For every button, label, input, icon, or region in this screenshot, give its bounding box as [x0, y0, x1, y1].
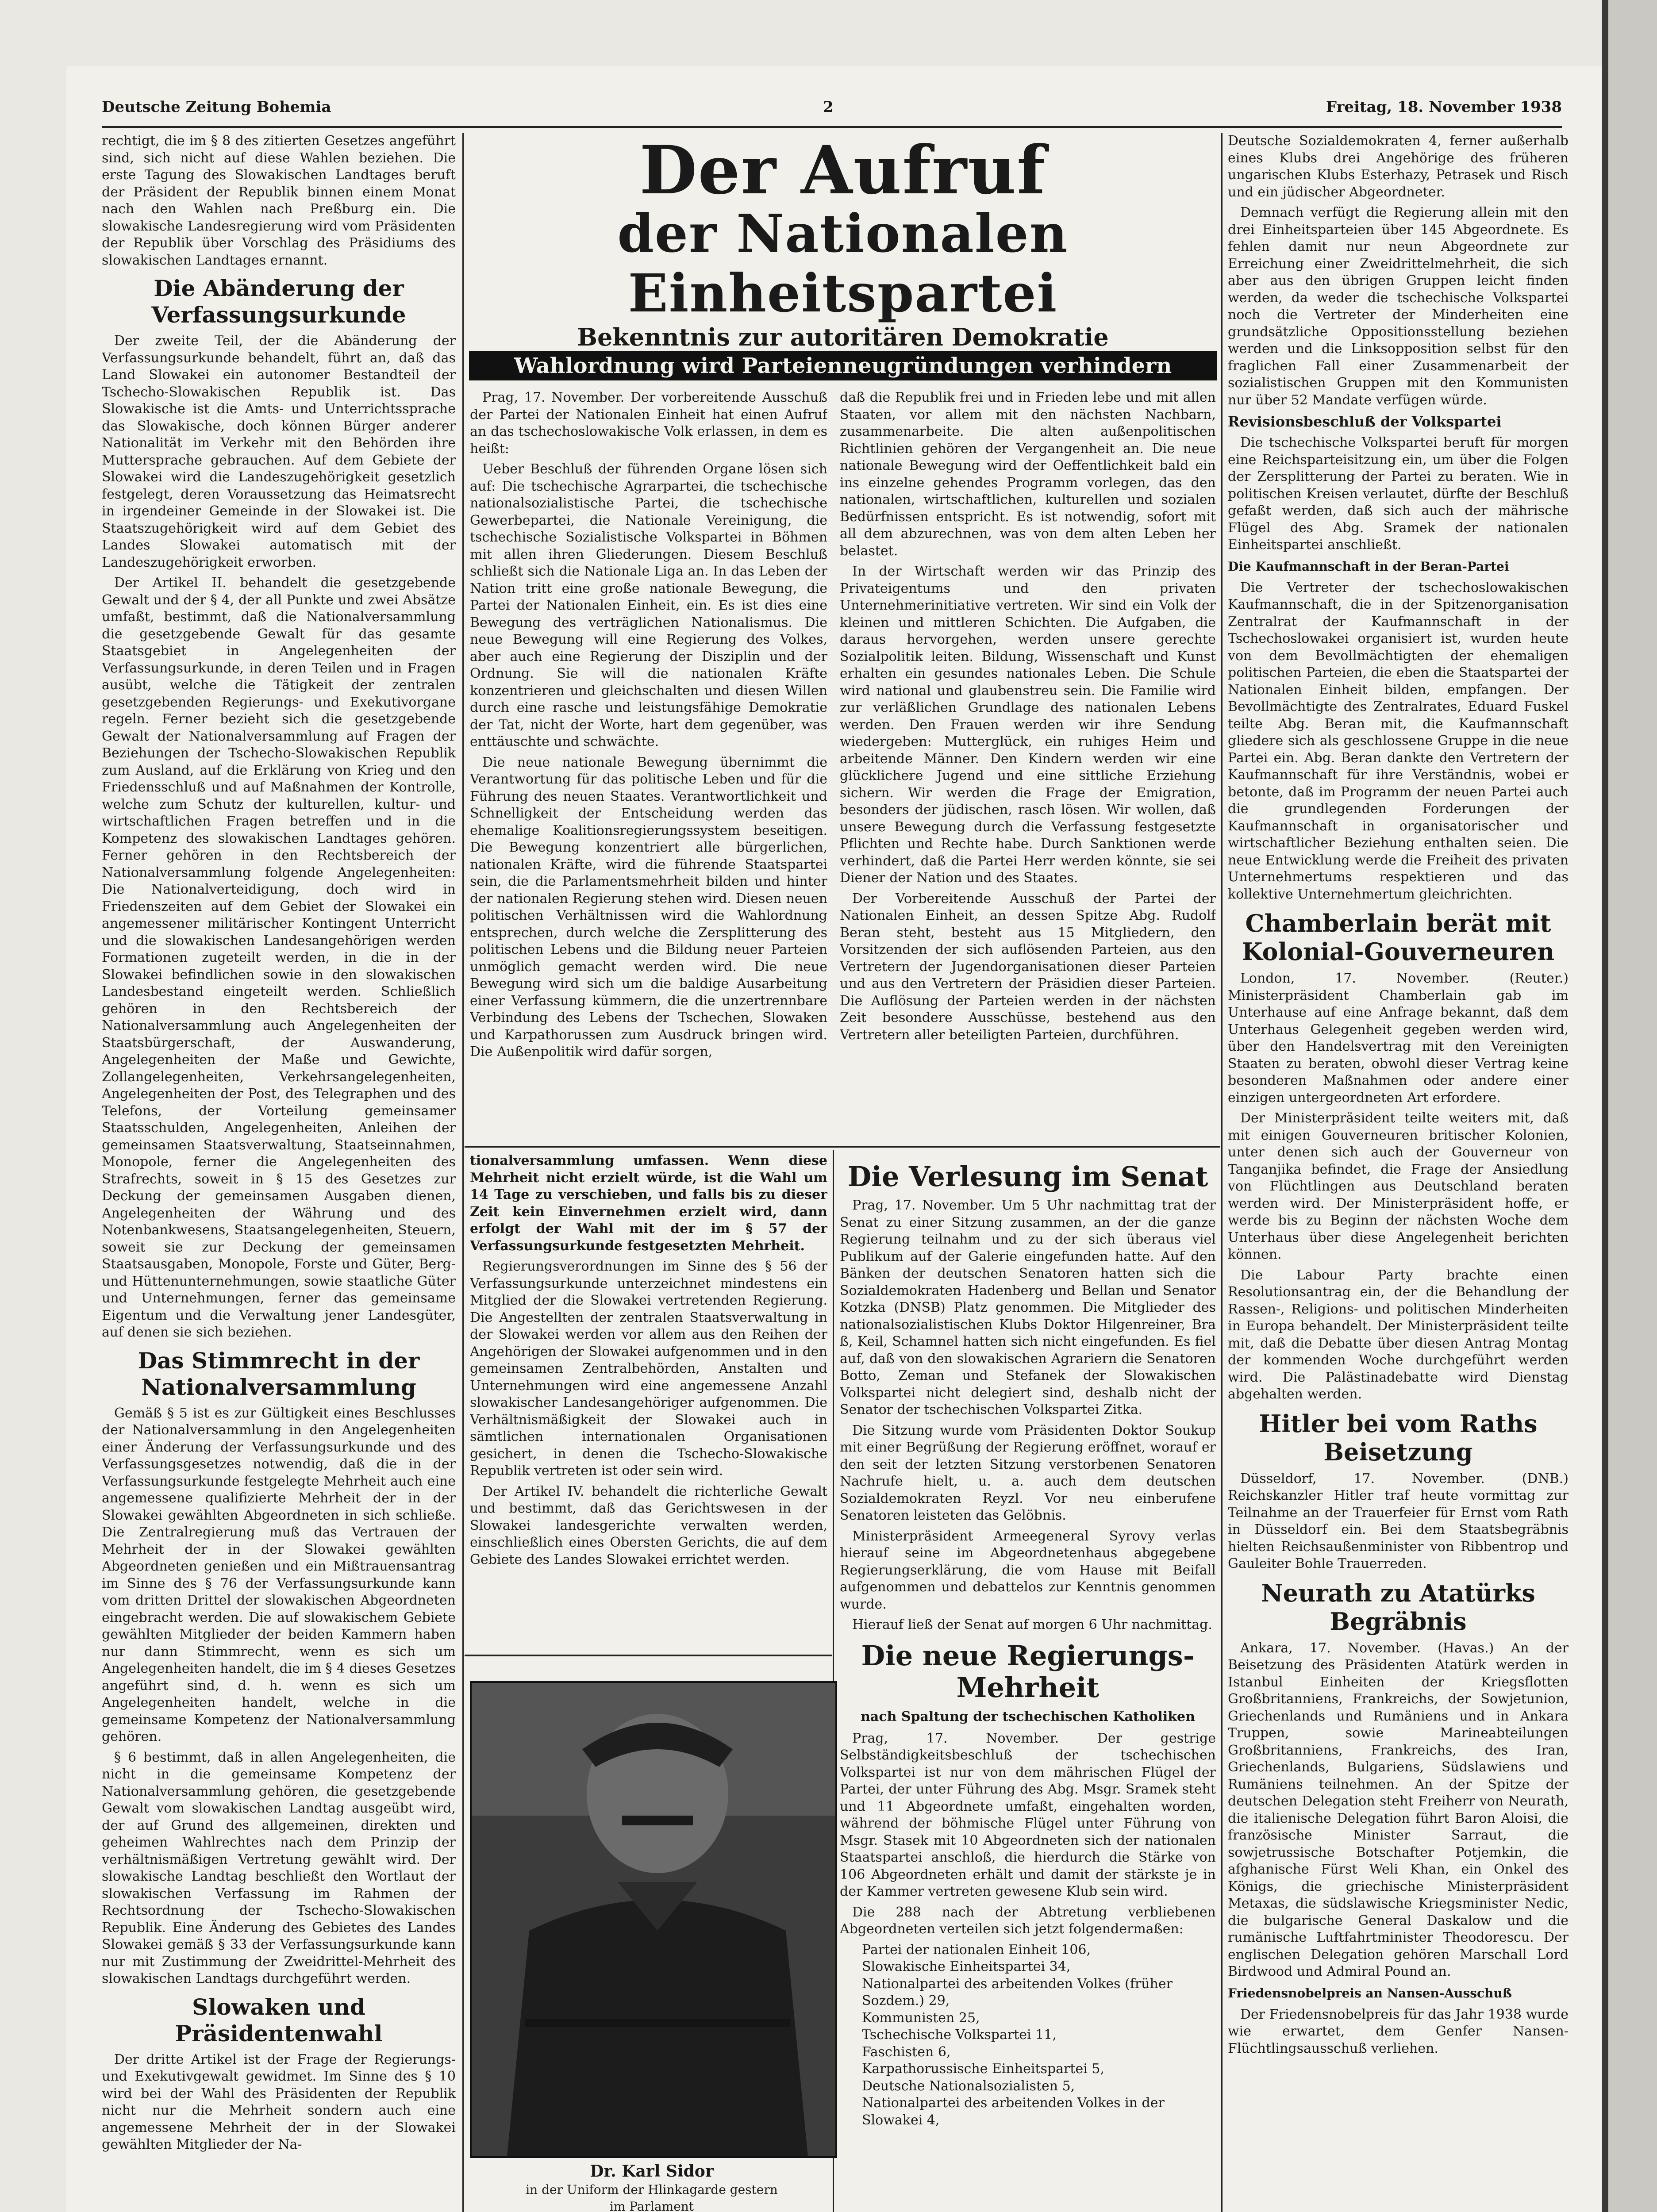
- header-masthead: Deutsche Zeitung Bohemia: [102, 98, 331, 116]
- portrait-image: [472, 1683, 835, 2156]
- article-text: Der Artikel IV. behandelt die richterliche Gewalt und bestimmt, daß das Gerichtswesen in der Slowakei landesgerichte verwalten werden, einschließlich eines Obersten Gerichts, die auf dem Gebiete des Landes Slowakei errichtet werden.: [470, 1483, 827, 1567]
- article-text: Die Labour Party brachte einen Resolutionsantrag ein, der die Behandlung der Rassen-, Religions- und politischen Minderheiten in Europa behandelt. Der Ministerpräsident teilte mit, daß die Debatte über diesen Antrag Montag der kommenden Woche durchgeführt werden wird. Die Palästinadebatte wird Dienstag abgehalten werden.: [1228, 1267, 1569, 1402]
- photo-caption: [470, 2161, 834, 2212]
- list-item: Kommunisten 25,: [862, 2010, 980, 2026]
- party-list: [840, 1942, 1216, 2129]
- article-text: Deutsche Sozialdemokraten 4, ferner außerhalb eines Klubs drei Angehörige des früheren ungarischen Klubs Esterhazy, Petrasek und Risch und ein jüdischer Abgeordneter.: [1228, 133, 1569, 200]
- headline: Hitler bei vom Raths Beisetzung: [1259, 1409, 1538, 1466]
- header-rule: [102, 126, 1562, 128]
- article-text: In der Wirtschaft werden wir das Prinzip des Privateigentums und den privaten Unternehmerinitiative vertreten. Wir sind ein Volk der kleinen und mittleren Schichten. Die Aufgaben, die daraus hervorgehen, werden unsere gerechte Sozialpolitik leiten. Bildung, Wissenschaft und Kunst erhalten ein gesundes nationales Leben. Die Schule wird national und glaubenstreu sein. Die Familie wird zur verläßlichen Grundlage des nationalen Lebens werden. Den Frauen werden wir ihre Sendung wiedergeben: Mutterglück, ein ruhiges Heim und arbeitende Männer. Den Kindern werden wir eine glücklichere Jugend und eine sittliche Erziehung sichern. Wir werden die Frage der Emigration, besonders der jüdischen, rasch lösen. Wir wollen, daß unsere Bewegung durch die Verfassung festgesetzte Pflichten und Rechte habe. Durch Sanktionen werde verhindert, daß die Partei Herr werden könnte, sie sei Diener der Nation und des Staates.: [840, 564, 1216, 886]
- main-headline-block: [469, 137, 1217, 385]
- article-text: Der dritte Artikel ist der Frage der Regierungs- und Exekutivgewalt gewidmet. Im Sinne des § 10 wird bei der Wahl des Präsidenten der Republik nicht nur die Mehrheit sondern auch eine angemessene Mehrheit der in der Slowakei gewählten Mitglieder der Na-: [102, 2051, 456, 2152]
- article-text: Düsseldorf, 17. November. (DNB.) Reichskanzler Hitler traf heute vormittag zur Teilnahme an der Trauerfeier für Ernst vom Rath in Düsseldorf ein. Bei dem Staatsbegräbnis hielten Reichsaußenminister von Ribbentrop und Gauleiter Bohle Trauerreden.: [1228, 1471, 1569, 1571]
- headline: Friedensnobelpreis an Nansen-Ausschuß: [1228, 1985, 1512, 2001]
- headline: Revisionsbeschluß der Volkspartei: [1228, 413, 1502, 430]
- column-3-lower: [840, 1155, 1216, 2212]
- article-text: Prag, 17. November. Der vorbereitende Ausschuß der Partei der Nationalen Einheit hat einen Aufruf an das tschechoslowakische Volk erlassen, in dem es heißt:: [470, 390, 827, 457]
- article-text: Ministerpräsident Armeegeneral Syrovy verlas hierauf seine im Abgeordnetenhaus abgegebene Regierungserklärung, die vom Hause mit Beifall aufgenommen und debattelos zur Kenntnis genommen wurde.: [840, 1528, 1216, 1612]
- column-rule: [462, 133, 464, 2212]
- article-text: rechtigt, die im § 8 des zitierten Gesetzes angeführt sind, sich nicht auf diese Wahlen beziehen. Die erste Tagung des Slowakischen Landtages beruft der Präsident der Republik binnen einem Monat nach den Wahlen nach Preßburg ein. Die slowakische Landesregierung wird vom Präsidenten der Republik über Vorschlag des Präsidiums des slowakischen Landtages ernannt.: [102, 133, 456, 268]
- page-number: 2: [823, 98, 834, 116]
- article-text: London, 17. November. (Reuter.) Ministerpräsident Chamberlain gab im Unterhause auf eine Anfrage bekannt, daß dem Unterhaus Gelegenheit gegeben werden wird, über den Handelsvertrag mit den Vereinigten Staaten zu beraten, obwohl dieser Vertrag keine besonderen Maßnahmen oder andere einer einzigen untergeordneten Art erfordere.: [1228, 971, 1569, 1106]
- page-edge-dark: [1602, 0, 1608, 2212]
- headline: Das Stimmrecht in der Nationalversammlung: [138, 1347, 420, 1400]
- header-date: Freitag, 18. November 1938: [1326, 98, 1562, 116]
- list-item: Deutsche Nationalsozialisten 5,: [862, 2078, 1075, 2094]
- article-text: Demnach verfügt die Regierung allein mit den drei Einheitsparteien über 145 Abgeordnete. Es fehlen damit nur neun Abgeordnete zur Erreichung einer Zweidrittelmehrheit, die sich aber aus den übrigen Gruppen leicht finden werden, da weder die tschechische Volkspartei noch die Vertreter der Minderheiten eine grundsätzliche Oppositionsstellung beziehen werden und die Linksopposition selbst für den fraglichen Fall einer Zusammenarbeit der sozialistischen Gruppen mit den Kommunisten nur über 52 Mandate verfügen würde.: [1228, 205, 1569, 408]
- article-text: daß die Republik frei und in Frieden lebe und mit allen Staaten, vor allem mit den nächsten Nachbarn, zusammenarbeite. Die alten außenpolitischen Richtlinien gehören der Vergangenheit an. Die neue nationale Bewegung wird der Oeffentlichkeit bald ein ins einzelne gehendes Programm vorlegen, das den nationalen, wirtschaftlichen, kulturellen und sozialen Bedürfnissen entspricht. Es ist notwendig, sofort mit all dem abzurechnen, was von dem alten Leben her belastet.: [840, 390, 1216, 559]
- article-text: tionalversammlung umfassen. Wenn diese Mehrheit nicht erzielt würde, ist die Wahl um 14 Tage zu verschieben, und falls bis zu dieser Zeit kein Einvernehmen erzielt wird, dann erfolgt der Wahl mit der im § 57 der Verfassungsurkunde festgesetzten Mehrheit.: [470, 1153, 827, 1254]
- caption-line: im Parlament: [609, 2199, 694, 2212]
- newspaper-page: [66, 66, 1602, 2212]
- article-text: Prag, 17. November. Der gestrige Selbständigkeitsbeschluß der tschechischen Volkspartei ist nur von dem mährischen Flügel der Partei, der unter Führung des Abg. Msgr. Sramek steht und 11 Abgeordnete umfaßt, eingehalten worden, während der böhmische Flügel unter Führung von Msgr. Stasek mit 10 Abgeordneten sich der nationalen Staatspartei anschloß, die hierdurch die Stärke von 106 Abgeordneten erhält und damit der stärkste je in der Kammer vertreten gewesene Klub sein wird.: [840, 1730, 1216, 1899]
- list-item: Slowakische Einheitspartei 34,: [862, 1959, 1071, 1974]
- article-text: Die 288 nach der Abtretung verbliebenen Abgeordneten verteilen sich jetzt folgendermaßen:: [840, 1904, 1216, 1937]
- column-2-lower: [470, 1152, 827, 1650]
- list-item: Tschechische Volkspartei 11,: [862, 2027, 1057, 2043]
- headline: Neurath zu Atatürks Begräbnis: [1261, 1578, 1535, 1636]
- headline: Die Abänderung der Verfassungsurkunde: [151, 275, 406, 328]
- article-text: Die tschechische Volkspartei beruft für morgen eine Reichsparteisitzung ein, um über die Folgen der Zersplitterung der Partei zu beraten. Wie in politischen Kreisen verlautet, dürfte der Beschluß gefaßt werden, daß sich auch der mährische Flügel des Abg. Sramek der nationalen Einheitspartei anschließt.: [1228, 435, 1569, 553]
- main-headline-2: der Nationalen Einheitspartei: [617, 203, 1069, 324]
- article-text: Gemäß § 5 ist es zur Gültigkeit eines Beschlusses der Nationalversammlung in den Angelegenheiten einer Änderung der Verfassungsurkunde und des Verfassungsgesetzes notwendig, daß die in der Verfassungsurkunde festgelegte Mehrheit auch eine angemessene qualifizierte Mehrheit der in der Slowakei gewählten Abgeordneten in sich schließe. Die Zentralregierung muß das Vertrauen der Mehrheit der in der Slowakei gewählten Abgeordneten genießen und ein Mißtrauensantrag im Sinne des § 76 der Verfassungsurkunde kann vom dritten Drittel der slowakischen Abgeordneten eingebracht werden. Die auf slowakischem Gebiete gewählten Mitglieder der beiden Kammern haben nur dann Stimmrecht, wenn es sich um Angelegenheiten handelt, die im § 4 dieses Gesetzes angeführt sind, d. h. wenn es sich um Angelegenheiten handelt, welche in die gemeinsame Kompetenz der Nationalversammlung gehören.: [102, 1405, 456, 1744]
- list-item: Nationalpartei des arbeitenden Volkes in der Slowakei 4,: [862, 2095, 1165, 2128]
- section-rule: [465, 1146, 1220, 1148]
- caption-line: in der Uniform der Hlinkagarde gestern: [526, 2182, 778, 2197]
- column-1: [102, 133, 456, 2212]
- page-header: [102, 98, 1562, 125]
- article-text: Die Vertreter der tschechoslowakischen Kaufmannschaft, die in der Spitzenorganisation Zentralrat der Kaufmannschaft in der Tschechoslowakei organisiert ist, wurden heute von dem Bevollmächtigten der ehemaligen politischen Parteien, die eben die Staatspartei der Nationalen Einheit bilden, empfangen. Der Bevollmächtigte des Zentralrates, Eduard Fuskel teilte Abg. Beran mit, die Kaufmannschaft gliedere sich als geschlossene Gruppe in die neue Partei ein. Abg. Beran dankte den Vertretern der Kaufmannschaft für ihre Verständnis, wobei er betonte, daß im Programm der neuen Partei auch die grundlegenden Forderungen der Kaufmannschaft in organisatorischer und wirtschaftlicher Beziehung enthalten seien. Die neue Entwicklung werde die Freiheit des privaten Unternehmertums respektieren und das kollektive Unternehmertum gleichrichten.: [1228, 580, 1569, 902]
- headline: Chamberlain berät mit Kolonial-Gouverneuren: [1242, 909, 1555, 966]
- page-edge: [1608, 0, 1657, 2212]
- article-text: § 6 bestimmt, daß in allen Angelegenheiten, die nicht in die gemeinsame Kompetenz der Nationalversammlung gehören, die gesetzgebende Gewalt vom slowakischen Landtag ausgeübt wird, der auf Grund des allgemeinen, direkten und geheimen Wahlrechtes nach dem Prinzip der verhältnismäßigen Vertretung gewählt wird. Der slowakische Landtag beschließt den Wortlaut der slowakischen Verfassung im Rahmen der Rechtsordnung der Tschecho-Slowakischen Republik. Eine Änderung des Gebietes des Landes Slowakei gemäß § 33 der Verfassungsurkunde kann nur mit Zustimmung der Zweidrittel-Mehrheit des slowakischen Landtags durchgeführt werden.: [102, 1749, 456, 1986]
- article-text: Der Ministerpräsident teilte weiters mit, daß mit einigen Gouverneuren britischer Kolonien, unter denen sich auch der Gouverneur von Tanganjika befindet, die Frage der Ansiedlung von Flüchtlingen aus Deutschland beraten werden wird. Der Ministerpräsident hoffe, er werde bis zu Beginn der nächsten Woche dem Unterhaus über diese Angelegenheit berichten können.: [1228, 1110, 1569, 1262]
- column-3-upper: [840, 389, 1216, 1141]
- article-text: Ueber Beschluß der führenden Organe lösen sich auf: Die tschechische Agrarpartei, die tschechische nationalsozialistische Partei, die tschechische Gewerbepartei, die Nationale Vereinigung, die tschechische Sozialistische Volkspartei in Böhmen mit allen ihren Gliederungen. Diesem Beschluß schließt sich die Nationale Liga an. In das Leben der Nation tritt eine große nationale Bewegung, die Partei der Nationalen Einheit, ein. Es ist dies eine Bewegung des verträglichen Nationalismus. Die neue Bewegung will eine Regierung des Volkes, aber auch eine Regierung der Disziplin und der Ordnung. Sie will die nationalen Kräfte konzentrieren und gleichschalten und diesen Willen durch eine rasche und leistungsfähige Demokratie der Tat, nicht der Worte, hart dem gegenüber, was enttäuschte und schwächte.: [470, 461, 827, 749]
- article-text: Die Sitzung wurde vom Präsidenten Doktor Soukup mit einer Begrüßung der Regierung eröffnet, worauf er den seit der letzten Sitzung verstorbenen Senatoren Nachrufe hielt, u. a. auch dem deutschen Sozialdemokraten Reyzl. Vor neu einberufene Senatoren leisteten das Gelöbnis.: [840, 1422, 1216, 1523]
- article-text: Der Vorbereitende Ausschuß der Partei der Nationalen Einheit, an dessen Spitze Abg. Rudolf Beran steht, besteht aus 15 Mitgliedern, den Vorsitzenden der sich auflösenden Parteien, aus den Vertretern der Jugendorganisationen dieser Parteien und aus den Vertretern der Präsidien dieser Parteien. Die Auflösung der Parteien werden in der nächsten Zeit besondere Ausschüsse, bestehend aus den Vertretern aller beteiligten Parteien, durchführen.: [840, 891, 1216, 1043]
- article-text: Prag, 17. November. Um 5 Uhr nachmittag trat der Senat zu einer Sitzung zusammen, an der die ganze Regierung teilnahm und zu der sich überaus viel Publikum auf der Galerie eingefunden hatte. Auf den Bänken der deutschen Senatoren hatten sich die Sozialdemokraten Hadenberg und Bellan und Senator Kotzka (DNSB) Platz genommen. Die Mitglieder des nationalsozialistischen Klubs Doktor Hilgenreiner, Bra ß, Keil, Schamnel hatten sich nicht eingefunden. Es fiel auf, daß von den slowakischen Agrariern die Senatoren Botto, Zeman und Stefanek der Slowakischen Volkspartei nicht delegiert sind, deshalb nicht der Senator der tschechischen Volkspartei Zitka.: [840, 1198, 1216, 1417]
- list-item: Faschisten 6,: [862, 2044, 951, 2060]
- article-text: Der Artikel II. behandelt die gesetzgebende Gewalt und der § 4, der all Punkte und zwei Absätze umfaßt, bestimmt, daß die Nationalversammlung die gesetzgebende Gewalt für das gesamte Staatsgebiet in Angelegenheiten der Verfassungsurkunde, in deren Teilen und in Fragen ausübt, welche die Tätigkeit der zentralen gesetzgebenden Regierungs- und Exekutivorgane regeln. Ferner bezieht sich die gesetzgebende Gewalt der Nationalversammlung auf Fragen der Beziehungen der Tschecho-Slowakischen Republik zum Ausland, auf die Erklärung von Krieg und den Friedensschluß und auf Maßnahmen der Kontrolle, welche zum Schutz der kulturellen, kultur- und wirtschaftlichen Fragen betreffen und in die Kompetenz des slowakischen Landtages gehören. Ferner gehören in den Rechtsbereich der Nationalversammlung folgende Angelegenheiten: Die Nationalverteidigung, doch wird in Friedenszeiten auf dem Gebiet der Slowakei ein angemessener militärischer Kontingent Unterricht und die slowakischen Landesangehörigen werden Formationen zugeteilt werden, in die in der Slowakei befindlichen sowie in den slowakischen Landesbestand eingeteilt werden. Schließlich gehören in den Rechtsbereich der Nationalversammlung auch Angelegenheiten der Staatsbürgerschaft, der Auswanderung, Angelegenheiten der Maße und Gewichte, Zollangelegenheiten, Verkehrsangelegenheiten, Angelegenheiten der Post, des Telegraphen und des Telefons, der Vorteilung gemeinsamer Staatsschulden, Angelegenheiten, Anleihen der gemeinsamen Staatsverwaltung, Staatseinnahmen, Monopole, ferner die Angelegenheiten des Strafrechts, soweit in § 15 des Gesetzes zur Deckung der gemeinsamen Ausgaben dienen, Angelegenheiten der Währung und des Notenbankwesens, Staatsangelegenheiten, Steuern, soweit sie zur Deckung der gemeinsamen Staatsausgaben, Monopole, Forste und Güter, Berg- und Hüttenunternehmungen, sowie staatliche Güter und Unternehmungen, ferner das gemeinsame Eigentum und die Verwaltung jener Landesgüter, auf denen sie sich beziehen.: [102, 575, 456, 1340]
- headline: Die neue Regierungs-Mehrheit: [861, 1639, 1195, 1704]
- list-item: Partei der nationalen Einheit 106,: [862, 1942, 1091, 1958]
- column-rule: [1221, 133, 1223, 2212]
- portrait-photo: [470, 1681, 837, 2158]
- article-text: Die neue nationale Bewegung übernimmt die Verantwortung für das politische Leben und für die Führung des neuen Staates. Verantwortlichkeit und Schnelligkeit der Entscheidung werden das ehemalige Koalitionsregierungssystem beseitigen. Die Bewegung konzentriert alle bürgerlichen, nationalen Kräfte, wird die führende Staatspartei sein, die die Parlamentsmehrheit bilden und hinter der nationalen Regierung stehen wird. Diesen neuen politischen Verhältnissen wird die Wahlordnung entsprechen, durch welche die Zersplitterung des politischen Lebens und die Bildung neuer Parteien unmöglich gemacht werden wird. Die neue Bewegung wird sich um die baldige Ausarbeitung einer Verfassung kümmern, die die unzertrennbare Verbindung des Lebens der Tschechen, Slowaken und Karpathorussen zum Ausdruck bringen wird. Die Außenpolitik wird dafür sorgen,: [470, 754, 827, 1060]
- subheadline: Bekenntnis zur autoritären Demokratie: [577, 323, 1109, 351]
- headline: Die Verlesung im Senat: [847, 1160, 1208, 1193]
- section-rule: [465, 1655, 832, 1656]
- caption-name: Dr. Karl Sidor: [590, 2162, 714, 2181]
- article-text: Regierungsverordnungen im Sinne des § 56 der Verfassungsurkunde unterzeichnet mindestens ein Mitglied der die Slowakei vertretenden Regierung. Die Angestellten der zentralen Staatsverwaltung in der Slowakei werden vor allem aus den Reihen der Angehörigen der Slowakei aufgenommen und in den gemeinsamen Zentralbehörden, Anstalten und Unternehmungen wird eine angemessene Anzahl slowakischer Landesangehöriger aufgenommen. Die Verhältnismäßigkeit der Slowakei auch in sämtlichen internationalen Organisationen gesichert, in denen die Tschecho-Slowakische Republik vertreten ist oder sein wird.: [470, 1259, 827, 1479]
- main-headline: Der Aufruf: [639, 137, 1046, 209]
- article-text: Der Friedensnobelpreis für das Jahr 1938 wurde wie erwartet, dem Genfer Nansen-Flüchtlingsausschuß verliehen.: [1228, 2006, 1569, 2056]
- list-item: Nationalpartei des arbeitenden Volkes (früher Sozdem.) 29,: [862, 1976, 1173, 2008]
- column-2-upper: [470, 389, 827, 1141]
- article-text: Der zweite Teil, der die Abänderung der Verfassungsurkunde behandelt, führt an, daß das Land Slowakei ein autonomer Bestandteil der Tschecho-Slowakischen Republik ist. Das Slowakische ist die Amts- und Unterrichtssprache das Slowakische, doch können Bürger anderer Nationalität im Verkehr mit den Behörden ihre Muttersprache gebrauchen. Auf dem Gebiete der Slowakei wird die Landeszugehörigkeit gesetzlich festgelegt, deren Voraussetzung das Heimatsrecht in irgendeiner Gemeinde in der Slowakei ist. Die Staatszugehörigkeit wird auf dem Gebiet des Landes Slowakei automatisch mit der Landeszugehörigkeit erworben.: [102, 333, 456, 570]
- subheadline-banner: Wahlordnung wird Parteienneugründungen verhindern: [469, 351, 1217, 380]
- subheadline: nach Spaltung der tschechischen Katholiken: [861, 1709, 1195, 1724]
- list-item: Karpathorussische Einheitspartei 5,: [862, 2061, 1104, 2077]
- article-text: Ankara, 17. November. (Havas.) An der Beisetzung des Präsidenten Atatürk werden in Istanbul Einheiten der Kriegsflotten Großbritanniens, Frankreichs, der Sowjetunion, Griechenlands und Rumäniens und in Ankara Truppen, sowie Marineabteilungen Großbritanniens, Frankreichs, des Iran, Griechenlands, Bulgariens, Südslawiens und Rumäniens teilnehmen. An der Spitze der deutschen Delegation steht Freiherr von Neurath, die italienische Delegation führt Baron Aloisi, die französische Minister Sarraut, die sowjetrussische Botschafter Potjemkin, die afghanische Fürst Weli Khan, ein Onkel des Königs, die griechische Ministerpräsident Metaxas, die südslawische Kriegsminister Nedic, die bulgarische General Daskalow und die rumänische Luftfahrtminister Theodorescu. Der englischen Delegation gehören Marschall Lord Birdwood und Admiral Pound an.: [1228, 1640, 1569, 1979]
- article-text: Hierauf ließ der Senat auf morgen 6 Uhr nachmittag.: [852, 1617, 1212, 1632]
- headline: Die Kaufmannschaft in der Beran-Partei: [1228, 559, 1509, 574]
- column-4: [1228, 133, 1569, 2212]
- headline: Slowaken und Präsidentenwahl: [175, 1993, 383, 2047]
